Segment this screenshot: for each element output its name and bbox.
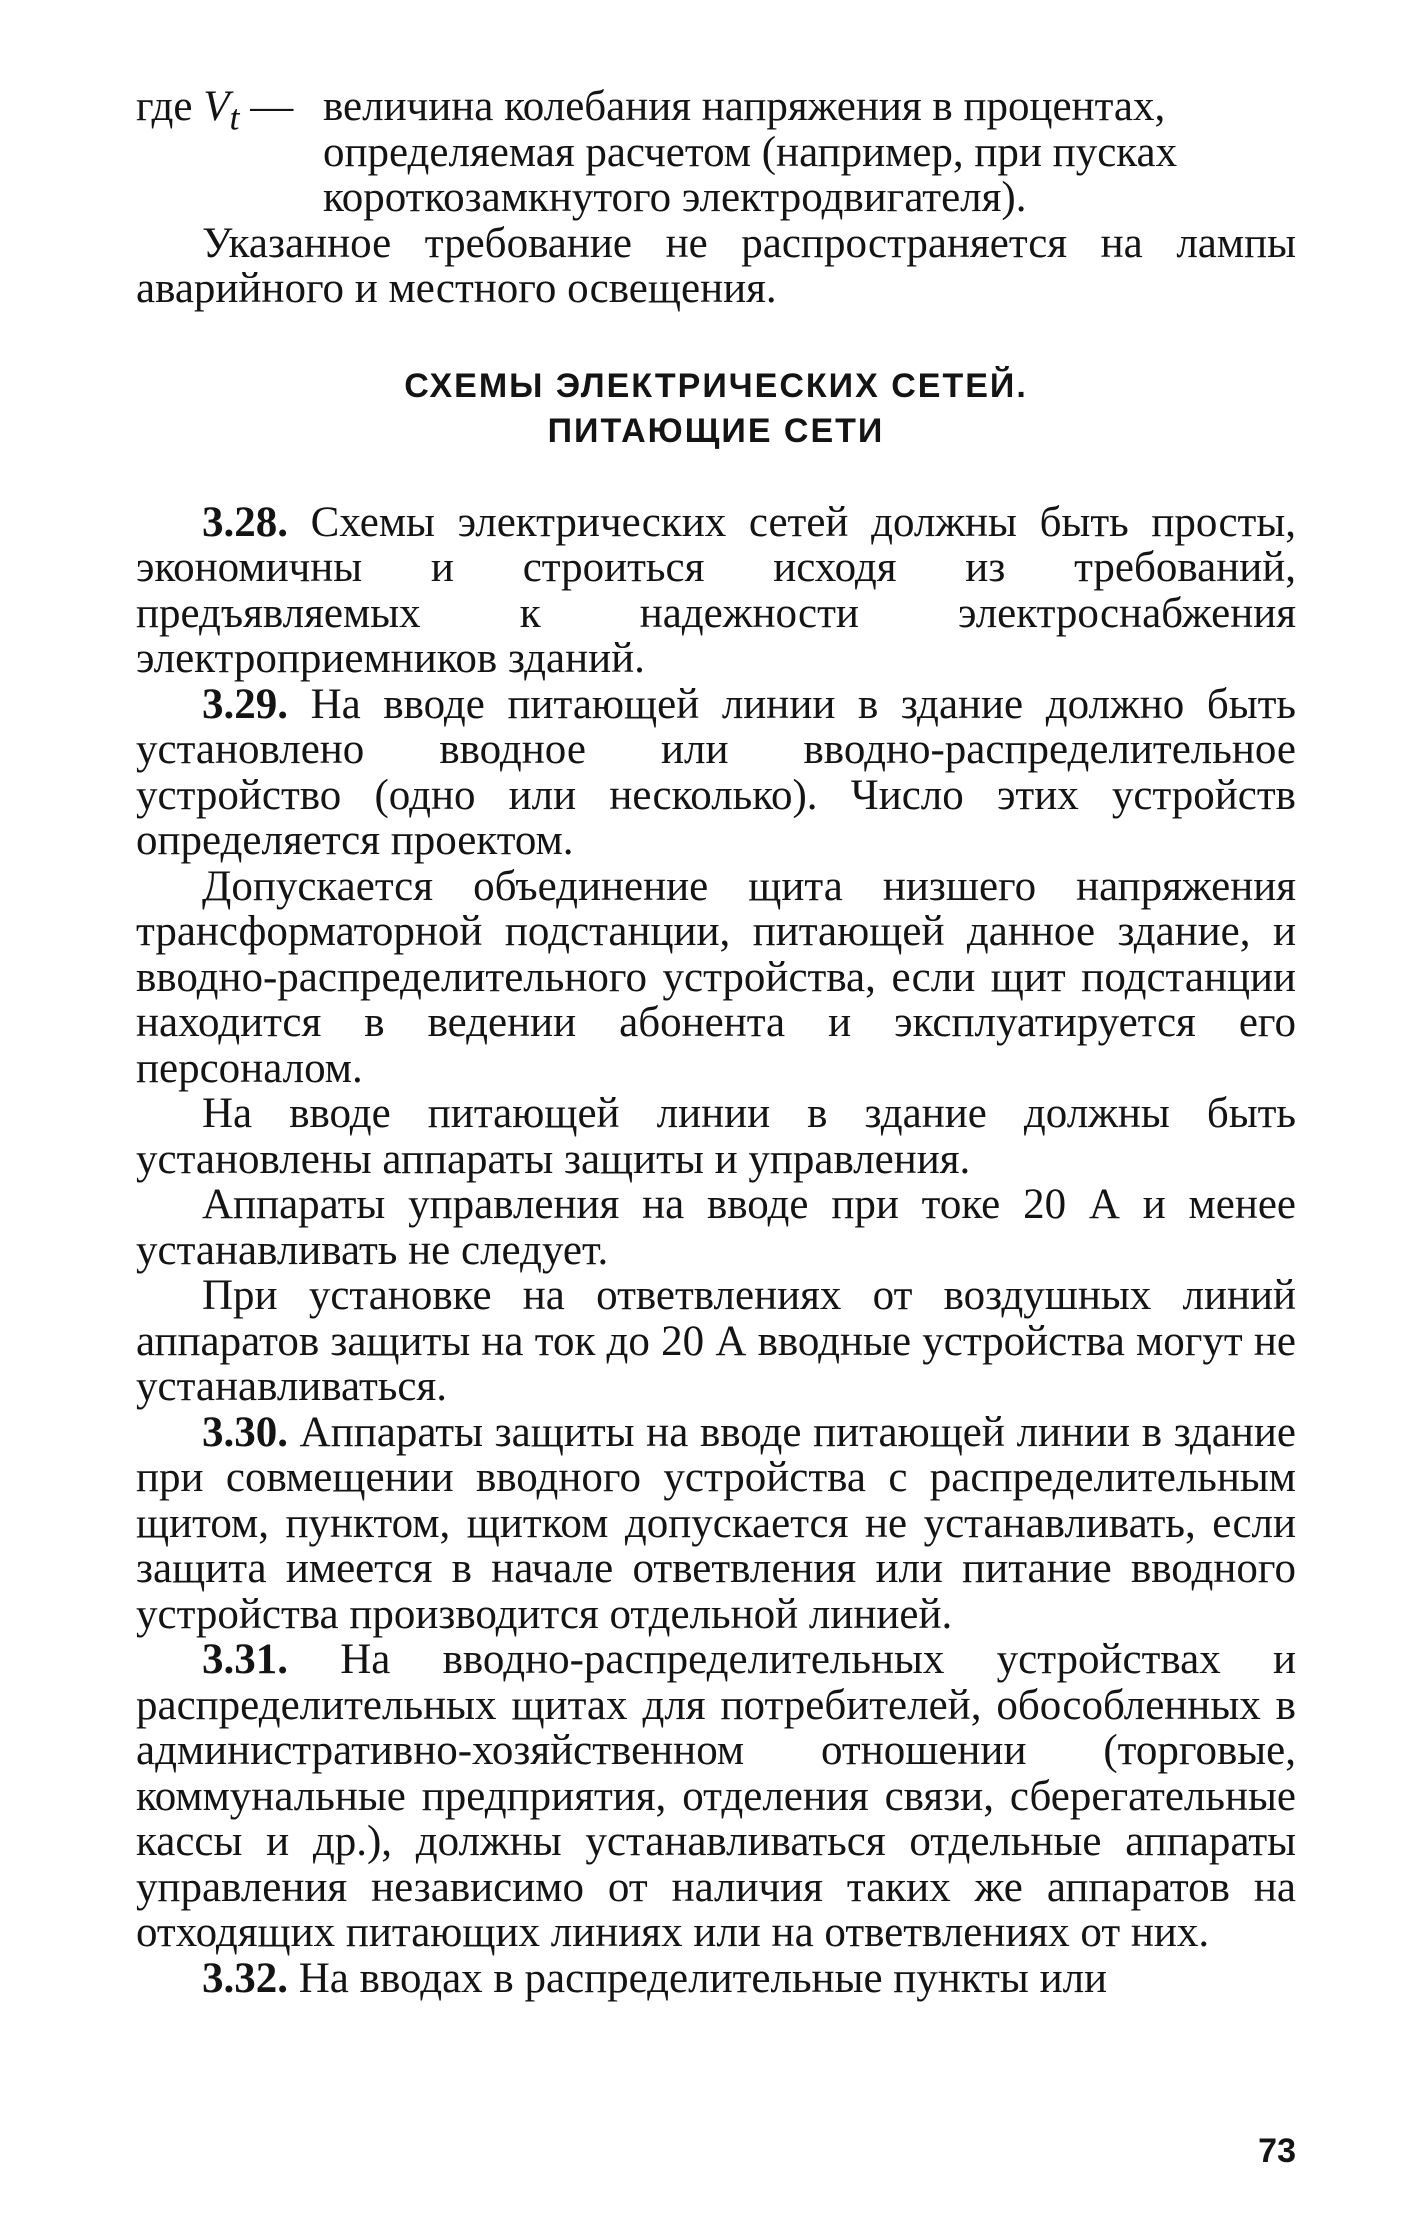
paragraph-3-29-d (136, 1273, 1296, 1410)
paragraph-number: 3.30. (202, 1408, 288, 1456)
paragraph-number: 3.32. (202, 1954, 288, 2002)
section-heading (136, 364, 1296, 454)
paragraph-number: 3.29. (202, 680, 288, 728)
definition-variable-subscript: t (229, 97, 240, 138)
paragraph-3-30 (136, 1410, 1296, 1638)
page-number: 73 (1258, 2132, 1296, 2170)
paragraph-text: На вводах в распределительные пункты или (288, 1954, 1108, 2002)
section-heading-line-2: ПИТАЮЩИЕ СЕТИ (547, 411, 885, 450)
paragraph-text: На вводе питающей линии в здание должно быть установлено вводное или вводно-распределительное устройство (одно или несколько). Число этих устройств определяется проектом. (136, 680, 1296, 864)
paragraph-number: 3.31. (202, 1636, 288, 1683)
paragraph-3-32 (136, 1956, 1296, 2002)
paragraph-text: На вводно-распределительных устройствах и распределительных щитах для потребителей, обособленных в административно-хозяйственном отношении (торговые, коммунальные предприятия, отделения связи, сберегательные кассы и др.), должны устанавливаться отдельные аппараты управления независимо от наличия таких же аппаратов на отходящих питающих линиях или на ответвлениях от них. (136, 1636, 1296, 1956)
paragraph-text: При установке на ответвлениях от воздушных линий аппаратов защиты на ток до 20 А вводные устройства могут не устанавливаться. (136, 1272, 1296, 1410)
definition-variable (203, 83, 240, 138)
paragraph-3-31 (136, 1637, 1296, 1956)
paragraph-text: Аппараты управления на вводе при токе 20 А и менее устанавливать не следует. (136, 1181, 1296, 1274)
paragraph-text: Аппараты защиты на вводе питающей линии в здание при совмещении вводного устройства с распределительным щитом, пунктом, щитком допускается не устанавливать, если защита имеется в начале ответвления или питание вводного устройства производится отдельной линией. (136, 1408, 1296, 1638)
paragraph-3-28 (136, 500, 1296, 682)
paragraph-3-29-b (136, 1091, 1296, 1182)
paragraph-number: 3.28. (202, 498, 288, 546)
paragraph-text: Допускается объединение щита низшего напряжения трансформаторной подстанции, питающей данное здание, и вводно-распределительного устройства, если щит подстанции находится в ведении абонента и эксплуатируется его персоналом. (136, 862, 1296, 1092)
variable-definition (136, 84, 1296, 221)
definition-text: величина колебания напряжения в процентах, определяемая расчетом (например, при пусках короткозамкнутого электродвигателя). (323, 83, 1178, 221)
section-heading-line-1: СХЕМЫ ЭЛЕКТРИЧЕСКИХ СЕТЕЙ. (404, 366, 1028, 405)
paragraph-3-29-a (136, 864, 1296, 1092)
definition-lead (136, 84, 293, 141)
paragraph-3-29 (136, 682, 1296, 864)
paragraph-text: На вводе питающей линии в здание должны быть установлены аппараты защиты и управления. (136, 1090, 1296, 1183)
intro-paragraph: Указанное требование не распространяется на лампы аварийного и местного освещения. (136, 219, 1296, 312)
definition-variable-letter: V (203, 83, 230, 130)
definition-lead-word: где (136, 83, 193, 130)
paragraph-3-29-c (136, 1182, 1296, 1273)
paragraph-text: Схемы электрических сетей должны быть просты, экономичны и строиться исходя из требований, предъявляемых к надежности электроснабжения электроприемников зданий. (136, 498, 1296, 682)
definition-dash: — (239, 83, 294, 130)
